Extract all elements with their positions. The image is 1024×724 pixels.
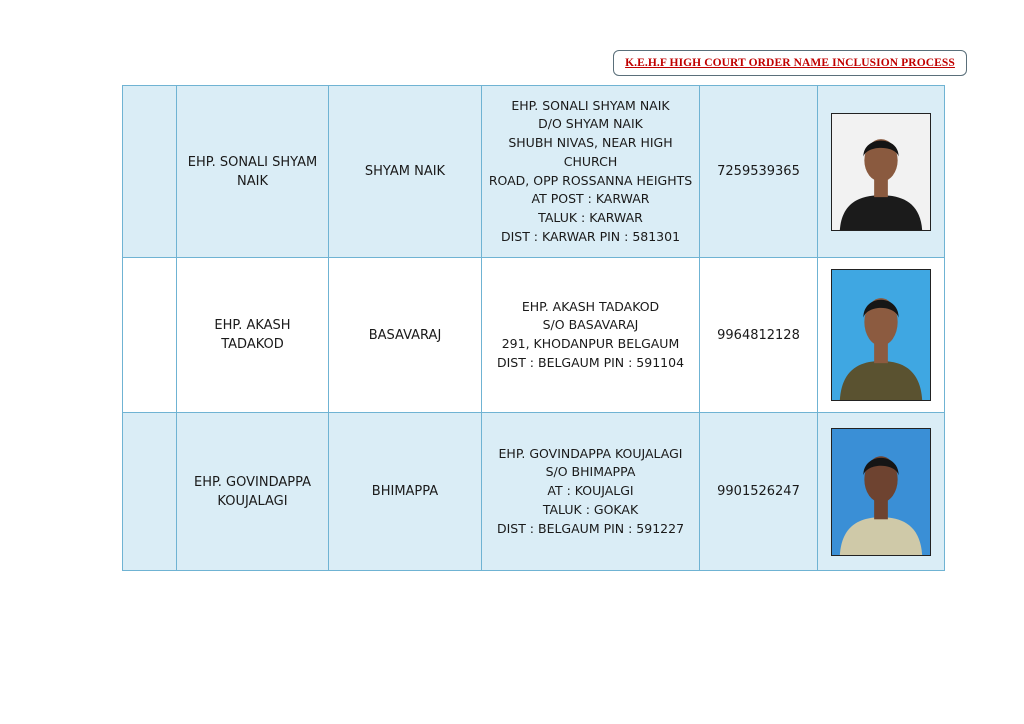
phone-cell: 9901526247: [700, 413, 818, 571]
person-photo: [831, 428, 931, 556]
address-line: 291, KHODANPUR BELGAUM: [501, 336, 680, 351]
address-line: S/O BASAVARAJ: [542, 317, 639, 333]
table-row: [123, 86, 945, 258]
address-line: SHUBH NIVAS, NEAR HIGH: [508, 135, 673, 151]
person-photo: [831, 113, 931, 231]
serial-cell: [123, 86, 177, 258]
phone-cell: 9964812128: [700, 258, 818, 413]
photo-cell: [818, 86, 945, 258]
address-line: EHP. SONALI SHYAM NAIK: [511, 97, 670, 113]
address-line: AT : KOUJALGI: [547, 483, 634, 499]
address-line: ROAD, OPP ROSSANNA HEIGHTS: [488, 172, 693, 188]
address-line: DIST : BELGAUM PIN : 591104: [496, 354, 685, 370]
address-line: S/O BHIMAPPA: [545, 464, 636, 480]
address-line: TALUK : KARWAR: [538, 209, 643, 225]
table-row: [123, 258, 945, 413]
photo-cell: [818, 258, 945, 413]
address-cell: [482, 258, 700, 413]
name-line: NAIK: [237, 173, 268, 189]
address-line: EHP. GOVINDAPPA KOUJALAGI: [498, 445, 683, 461]
address-line: DIST : KARWAR PIN : 581301: [500, 228, 681, 244]
name-line: EHP. AKASH: [214, 318, 291, 333]
address-cell: [482, 86, 700, 258]
guardian-cell: BASAVARAJ: [329, 258, 482, 413]
address-line: CHURCH: [563, 153, 618, 169]
serial-cell: [123, 413, 177, 571]
name-cell: [177, 86, 329, 258]
records-table: [122, 85, 945, 571]
address-line: EHP. AKASH TADAKOD: [521, 298, 660, 314]
address-line: D/O SHYAM NAIK: [538, 116, 643, 132]
address-line: TALUK : GOKAK: [542, 501, 639, 517]
name-line: EHP. SONALI SHYAM: [187, 154, 318, 170]
serial-cell: [123, 258, 177, 413]
phone-cell: 7259539365: [700, 86, 818, 258]
guardian-cell: SHYAM NAIK: [329, 86, 482, 258]
name-line: EHP. GOVINDAPPA: [193, 474, 311, 490]
guardian-cell: BHIMAPPA: [329, 413, 482, 571]
address-line: AT POST : KARWAR: [531, 191, 650, 207]
name-line: TADAKOD: [221, 337, 284, 352]
name-cell: [177, 258, 329, 413]
document-title-banner: K.E.H.F HIGH COURT ORDER NAME INCLUSION PROCESS: [613, 50, 967, 76]
person-photo: [831, 269, 931, 401]
name-line: KOUJALAGI: [217, 493, 288, 509]
photo-cell: [818, 413, 945, 571]
address-line: DIST : BELGAUM PIN : 591227: [496, 520, 685, 536]
name-cell: [177, 413, 329, 571]
address-cell: [482, 413, 700, 571]
table-row: [123, 413, 945, 571]
